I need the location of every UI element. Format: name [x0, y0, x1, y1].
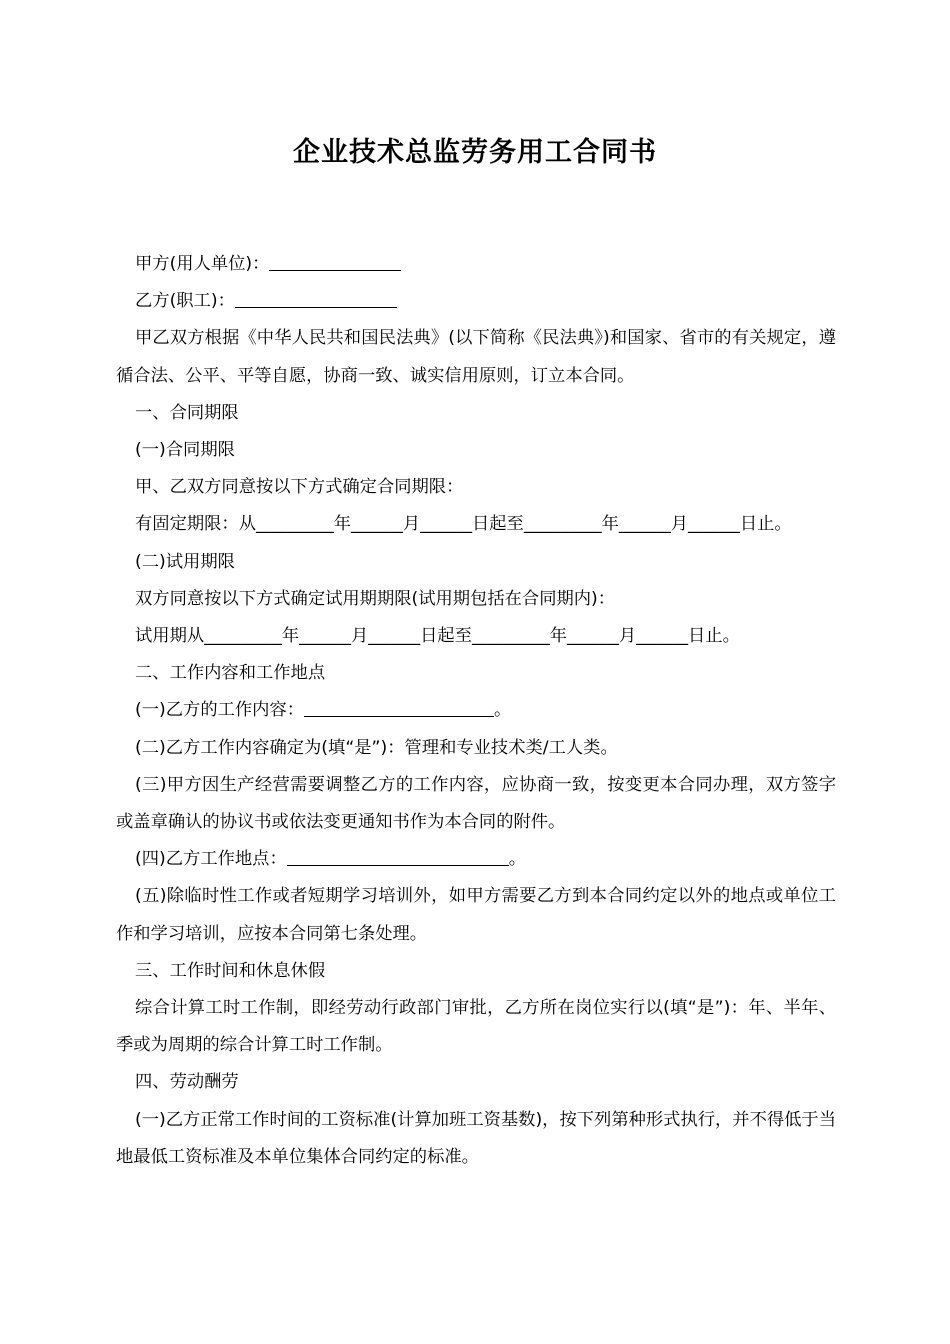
section-3-heading: 三、工作时间和休息休假 — [135, 960, 326, 981]
party-a-blank[interactable] — [269, 252, 401, 271]
party-b-blank[interactable] — [235, 289, 397, 308]
work-category-paragraph: (二)乙方工作内容确定为(填“是”)：管理和专业技术类/工人类。 — [135, 737, 618, 758]
work-content-blank[interactable] — [304, 698, 494, 717]
fixed-term-line: 有固定期限：从_________年______月______日起至_________年______月______日止。 — [135, 514, 792, 535]
work-adjustment-paragraph: (三)甲方因生产经营需要调整乙方的工作内容，应协商一致，按变更本合同办理，双方签字或盖章确认的协议书或依法变更通知书作为本合同的附件。 — [116, 774, 836, 833]
subsection-heading: (一)合同期限 — [135, 440, 235, 461]
working-hours-paragraph: 综合计算工时工作制，即经劳动行政部门审批，乙方所在岗位实行以(填“是”)：年、半年、季或为周期的综合计算工时工作制。 — [116, 998, 836, 1056]
wage-standard-paragraph: (一)乙方正常工作时间的工资标准(计算加班工资基数)，按下列第种形式执行，并不得低于当地最低工资标准及本单位集体合同约定的标准。 — [116, 1109, 836, 1167]
temporary-work-paragraph: (五)除临时性工作或者短期学习培训外，如甲方需要乙方到本合同约定以外的地点或单位工作和学习培训，应按本合同第七条处理。 — [116, 886, 836, 944]
contract-body — [116, 246, 836, 1176]
work-location-label: (四)乙方工作地点： — [135, 849, 287, 870]
party-b-line — [116, 283, 836, 320]
probation-intro: 双方同意按以下方式确定试用期期限(试用期包括在合同期内)： — [135, 588, 616, 609]
party-a-line — [116, 246, 836, 283]
work-location-line: (四)乙方工作地点： 。 — [135, 849, 527, 870]
work-location-blank[interactable] — [287, 847, 509, 866]
section-2-heading: 二、工作内容和工作地点 — [135, 663, 326, 684]
party-a-label: 甲方(用人单位)： — [135, 254, 270, 274]
preamble-paragraph: 甲乙双方根据《中华人民共和国民法典》(以下简称《民法典》)和国家、省市的有关规定，遵循合法、公平、平等自愿，协商一致、诚实信用原则，订立本合同。 — [116, 328, 836, 386]
contract-term-intro: 甲、乙双方同意按以下方式确定合同期限： — [135, 477, 464, 498]
work-content-line: (一)乙方的工作内容： 。 — [135, 700, 512, 721]
work-content-label: (一)乙方的工作内容： — [135, 700, 305, 721]
section-1-heading: 一、合同期限 — [135, 402, 239, 423]
document-title: 企业技术总监劳务用工合同书 — [293, 137, 657, 168]
subsection-heading: (二)试用期限 — [135, 551, 235, 572]
party-b-label: 乙方(职工)： — [135, 291, 235, 312]
probation-line: 试用期从_________年______月______日起至_________年______月______日止。 — [135, 626, 740, 647]
section-4-heading: 四、劳动酬劳 — [135, 1072, 239, 1093]
